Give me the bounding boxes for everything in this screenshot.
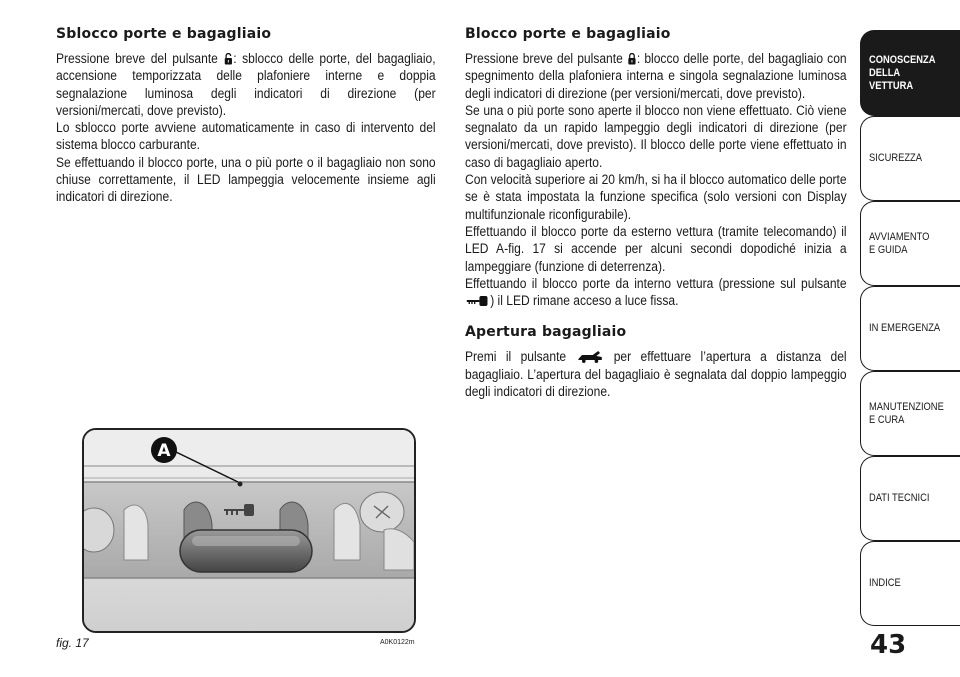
section-heading-unlock: Sblocco porte e bagagliaio [56, 26, 272, 42]
tab-manutenzione-e-cura[interactable]: MANUTENZIONE E CURA [860, 371, 960, 456]
section-heading-lock: Blocco porte e bagagliaio [465, 26, 671, 42]
tab-in-emergenza[interactable]: IN EMERGENZA [860, 286, 960, 371]
tab-dati-tecnici[interactable]: DATI TECNICI [860, 456, 960, 541]
figure-code: A0K0122m [380, 639, 415, 646]
figure-door-lock-button [82, 428, 416, 633]
paragraph: Pressione breve del pulsante : blocco delle porte, del bagagliaio con spegnimento della plafoniera interna e singola segnalazione luminosa degli indicatori di direzione (per versioni/mercati, dove previsto). [465, 51, 847, 101]
tab-avviamento-e-guida[interactable]: AVVIAMENTO E GUIDA [860, 201, 960, 286]
door-lock-key-icon [466, 295, 489, 307]
paragraph: Premi il pulsante per effettuare l’apertura a distanza del bagagliaio. L’apertura del bagagliaio è segnalata dal doppio lampeggio degli indicatori di direzione. [465, 349, 847, 400]
unlock-padlock-icon [224, 53, 232, 65]
lock-padlock-icon [628, 53, 636, 65]
trunk-open-icon [576, 350, 603, 363]
paragraph: Pressione breve del pulsante : sblocco delle porte, del bagagliaio, accensione temporizzata delle plafoniere interne e doppia segnalazione luminosa degli indicatori di direzione (per versioni/mercati, dove previsto). [56, 51, 436, 118]
figure-caption: fig. 17 [56, 636, 89, 650]
paragraph: Se effettuando il blocco porte, una o più porte o il bagagliaio non sono chiuse correttamente, il LED lampeggia velocemente insieme agli indicatori di direzione. [56, 154, 436, 205]
figure-marker-a: A [157, 441, 171, 461]
paragraph: Se una o più porte sono aperte il blocco non viene effettuato. Ciò viene segnalato da un rapido lampeggio degli indicatori di direzione (per versioni/mercati, dove previsto). Il blocco delle porte viene effettuato in caso di bagagliaio aperto. [465, 102, 847, 170]
tab-conoscenza-della-vettura[interactable]: CONOSCENZA DELLA VETTURA [860, 30, 960, 116]
tab-sicurezza[interactable]: SICUREZZA [860, 116, 960, 201]
paragraph: Effettuando il blocco porte da interno vettura (pressione sul pulsante ) il LED rimane acceso a luce fissa. [465, 275, 847, 309]
page-number: 43 [870, 630, 907, 660]
left-column [56, 26, 436, 206]
right-column [465, 26, 847, 400]
figure-illustration [84, 430, 414, 631]
paragraph: Lo sblocco porte avviene automaticamente in caso di intervento del sistema blocco carburante. [56, 120, 436, 153]
section-heading-trunk: Apertura bagagliaio [465, 324, 627, 341]
tab-indice[interactable]: INDICE [860, 541, 960, 626]
paragraph: Con velocità superiore ai 20 km/h, si ha il blocco automatico delle porte se è stata impostata la funzione specifica (solo versioni con Display multifunzionale riconfigurabile). [465, 172, 847, 222]
paragraph: Effettuando il blocco porte da esterno vettura (tramite telecomando) il LED A-fig. 17 si accende per alcuni secondi dopodiché inizia a lampeggiare (funzione di deterrenza). [465, 223, 847, 274]
